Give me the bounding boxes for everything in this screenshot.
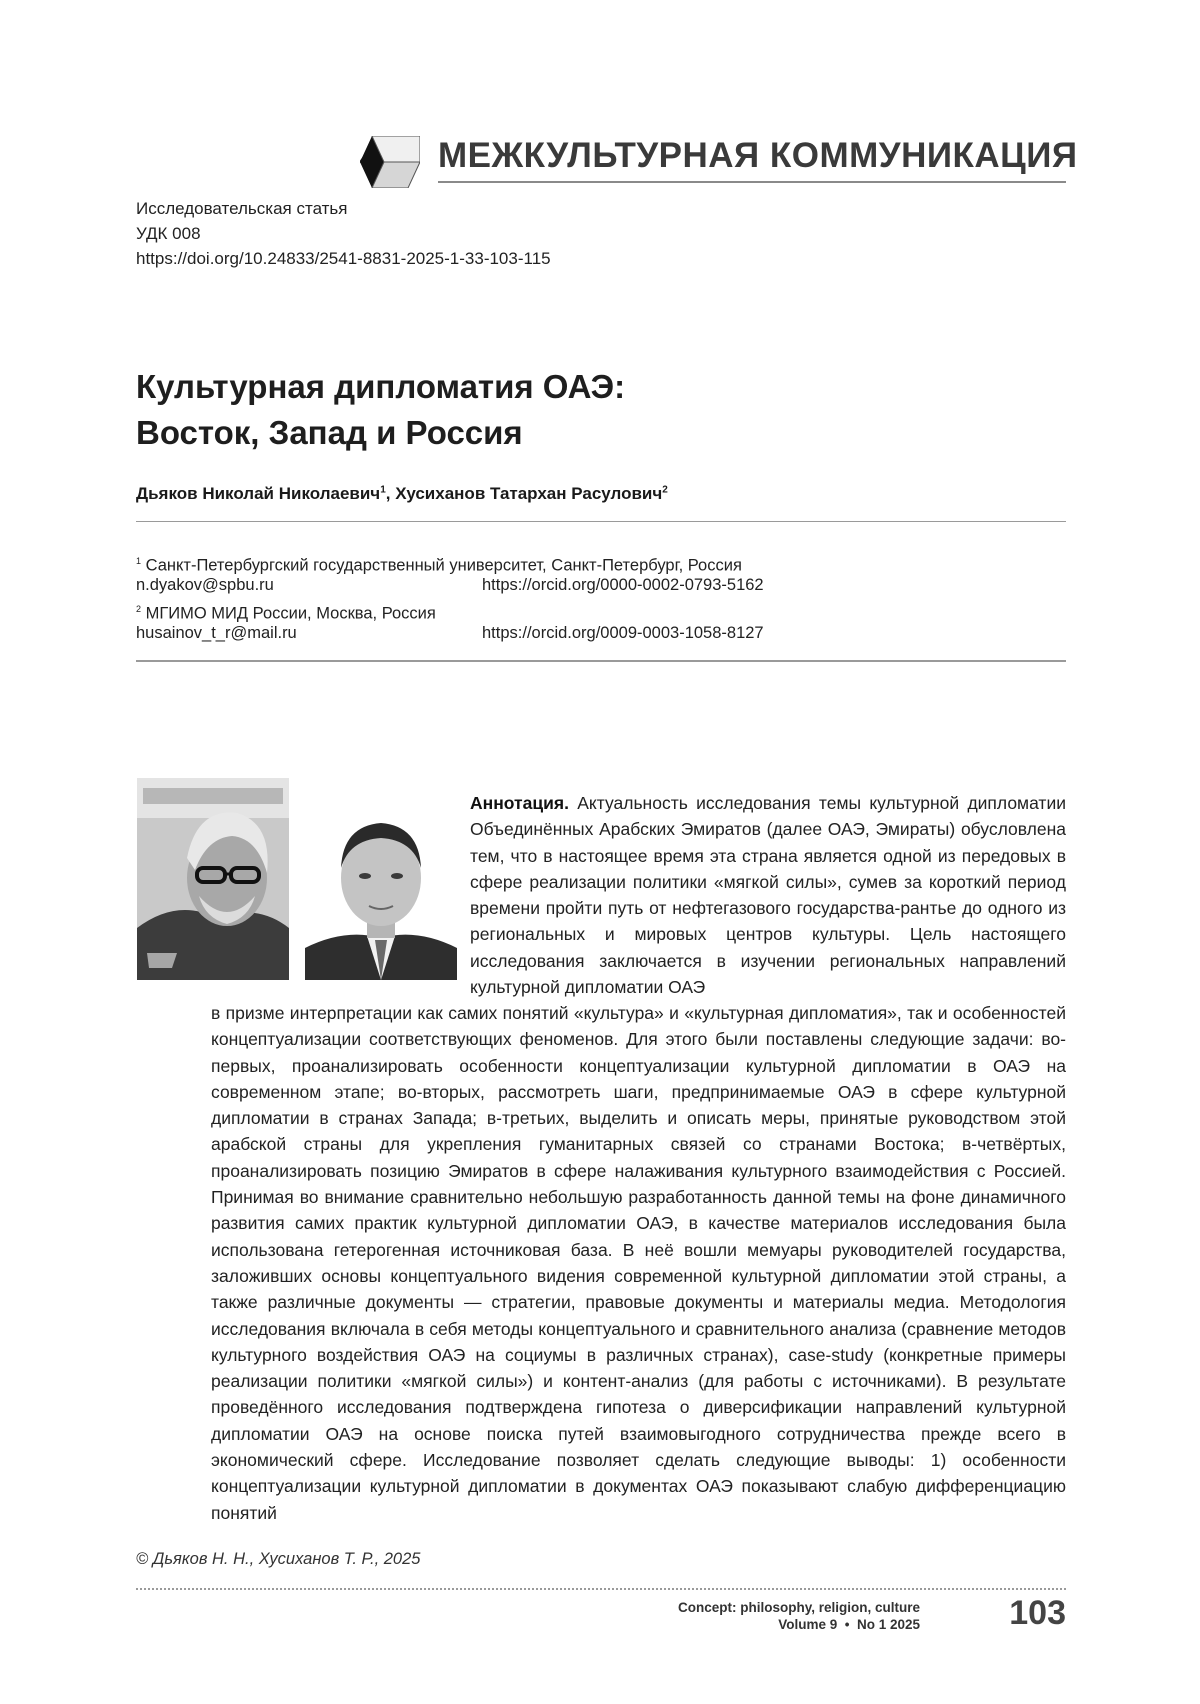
article-meta bbox=[136, 196, 551, 271]
authors bbox=[136, 484, 668, 504]
section-title: МЕЖКУЛЬТУРНАЯ КОММУНИКАЦИЯ bbox=[438, 136, 1078, 175]
journal-issue: Volume 9 • No 1 2025 bbox=[778, 1617, 920, 1632]
affiliation-1 bbox=[136, 549, 1066, 573]
udk: УДК 008 bbox=[136, 224, 201, 243]
copyright: © Дьяков Н. Н., Хусиханов Т. Р., 2025 bbox=[136, 1550, 421, 1568]
affiliation-1-text: Санкт-Петербургский государственный университет, Санкт-Петербург, Россия bbox=[141, 556, 742, 575]
affiliations bbox=[136, 549, 1066, 645]
affiliation-1-contacts bbox=[136, 573, 1066, 597]
affiliation-2-sup: 2 bbox=[136, 604, 142, 614]
journal-info bbox=[540, 1599, 920, 1633]
affiliation-2-text: МГИМО МИД России, Москва, Россия bbox=[141, 604, 436, 623]
journal-name: Concept: philosophy, religion, culture bbox=[677, 1600, 920, 1615]
author-2-photo bbox=[305, 778, 457, 980]
orcid-2[interactable]: https://orcid.org/0009-0003-1058-8127 bbox=[482, 624, 764, 642]
abstract-body: в призме интерпретации как самих понятий «культура» и «культурная дипломатия», так и особенностей концептуализации соответствующих феноменов. Для этого были поставлены следующие задачи: во-первых, проанализировать особенности концептуализации культурной дипломатии в ОАЭ на современном этапе; во-вторых, рассмотреть шаги, предпринимаемые ОАЭ в сфере культурной дипломатии в странах Запада; в-третьих, выделить и описать меры, принятые руководством этой арабской страны для укрепления гуманитарных связей со странами Востока; в-четвёртых, проанализировать позицию Эмиратов в сфере налаживания культурного взаимодействия с Россией. Принимая во внимание сравнительно небольшую разработанность данной темы на фоне динамичного развития самих практик культурной дипломатии ОАЭ, в качестве материалов исследования была использована гетерогенная источниковая база. В неё вошли мемуары руководителей государства, заложивших основы концептуального видения современной культурной дипломатии этой страны, а также различные документы — стратегии, правовые документы и материалы медиа. Методология исследования включала в себя методы концептуального и сравнительного анализа (сравнение методов культурного воздействия ОАЭ на социумы в различных странах), case-study (конкретные примеры реализации политики «мягкой силы») и контент-анализ (для работы с источниками). В результате проведённого исследования подтверждена гипотеза о диверсификации направлений культурной дипломатии ОАЭ на основе поиска путей взаимовыгодного сотрудничества прежде всего в экономический сфере. Исследование позволяет сделать следующие выводы: 1) особенности концептуализации культурной дипломатии в документах ОАЭ показывают слабую дифференциацию понятий bbox=[211, 1003, 1066, 1523]
article-title bbox=[136, 364, 625, 456]
page-number: 103 bbox=[1009, 1594, 1066, 1632]
author-2: Хусиханов Татархан Расулович bbox=[395, 484, 663, 503]
email-2[interactable]: husainov_t_r@mail.ru bbox=[136, 624, 297, 642]
author-separator: , bbox=[385, 484, 396, 503]
abstract-label: Аннотация. bbox=[470, 793, 569, 813]
doi-link[interactable]: https://doi.org/10.24833/2541-8831-2025-1-33-103-115 bbox=[136, 249, 551, 268]
affiliation-2-contacts bbox=[136, 621, 1066, 645]
affiliation-2 bbox=[136, 597, 1066, 621]
section-rule bbox=[438, 181, 1066, 183]
affiliation-1-sup: 1 bbox=[136, 556, 142, 566]
cube-icon bbox=[360, 136, 420, 188]
orcid-1[interactable]: https://orcid.org/0000-0002-0793-5162 bbox=[482, 576, 764, 594]
title-line-2: Восток, Запад и Россия bbox=[136, 414, 523, 451]
divider-top bbox=[136, 521, 1066, 522]
email-1[interactable]: n.dyakov@spbu.ru bbox=[136, 576, 274, 594]
author-1: Дьяков Николай Николаевич bbox=[136, 484, 381, 503]
abstract-intro bbox=[470, 790, 1066, 1000]
title-line-1: Культурная дипломатия ОАЭ: bbox=[136, 368, 626, 405]
abstract-top-text: Актуальность исследования темы культурной дипломатии Объединённых Арабских Эмиратов (далее ОАЭ, Эмираты) обусловлена тем, что в настоящее время эта страна является одной из передовых в сфере реализации политики «мягкой силы», сумев за короткий период времени пройти путь от нефтегазового государства-рантье до одного из региональных и мировых центров культуры. Цель настоящего исследования заключается в изучении региональных направлений культурной дипломатии ОАЭ bbox=[470, 793, 1066, 998]
divider-bottom bbox=[136, 660, 1066, 662]
author-2-sup: 2 bbox=[662, 484, 668, 496]
footer-divider bbox=[136, 1588, 1066, 1590]
author-1-photo bbox=[137, 778, 289, 980]
article-type: Исследовательская статья bbox=[136, 199, 348, 218]
author-1-sup: 1 bbox=[380, 484, 386, 496]
